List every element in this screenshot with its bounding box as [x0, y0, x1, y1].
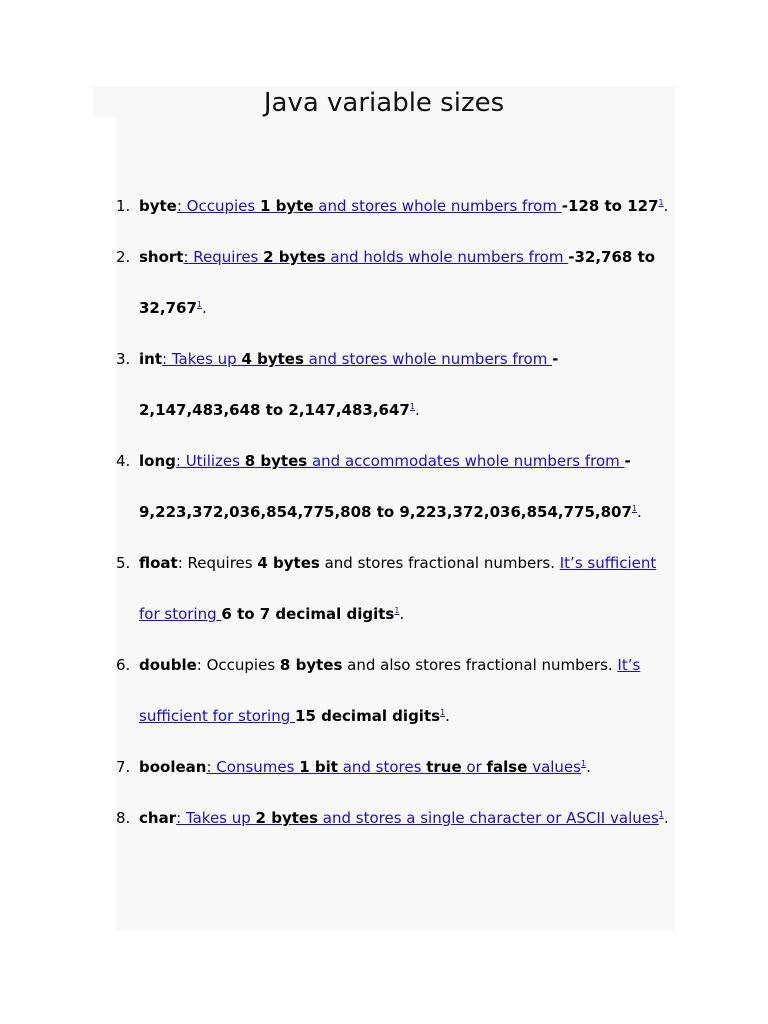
- citation-link[interactable]: 1: [409, 402, 415, 411]
- list-number: 4.: [116, 452, 131, 470]
- type-name: int: [139, 350, 162, 368]
- type-name: char: [139, 809, 177, 827]
- value-range: 9,223,372,036,854,775,808 to 9,223,372,036,854,775,807: [139, 503, 632, 521]
- description-text: and stores fractional numbers.: [319, 554, 560, 572]
- description-link[interactable]: : Utilizes 8 bytes and accommodates whole numbers from: [175, 452, 625, 470]
- page-title: Java variable sizes: [263, 88, 505, 118]
- type-name: double: [139, 656, 197, 674]
- description-text: and also stores fractional numbers.: [342, 656, 618, 674]
- type-name: float: [139, 554, 178, 572]
- list-item-short: 2. short: Requires 2 bytes and holds whole numbers from -32,768 to 32,767$^1$.: [116, 232, 676, 334]
- citation-link[interactable]: 1: [580, 759, 587, 768]
- value-range: -128 to 127: [561, 197, 659, 215]
- variable-size-list: [116, 181, 676, 844]
- citation-link[interactable]: 1: [658, 198, 664, 207]
- list-number: 2.: [116, 248, 131, 266]
- precision-link[interactable]: It’s sufficient for storing: [139, 656, 641, 725]
- list-number: 1.: [116, 197, 131, 215]
- citation-link[interactable]: 1: [440, 708, 446, 717]
- description-link[interactable]: : Occupies 1 byte and stores whole numbers from: [176, 197, 562, 215]
- list-item-byte: 1. byte: Occupies 1 byte and stores whole numbers from -128 to $127^1$.: [116, 181, 676, 232]
- description-link[interactable]: : Takes up 2 bytes and stores a single character or ASCII values: [176, 809, 659, 827]
- list-item-long: 4. long: Utilizes 8 bytes and accommodates whole numbers from - 9,223,372,036,854,775,808 to 9,223,372,036,854,775,807$^1$.: [116, 436, 676, 538]
- citation-link[interactable]: 1: [631, 504, 637, 513]
- list-number: 6.: [116, 656, 131, 674]
- type-name: long: [139, 452, 176, 470]
- list-item-int: 3. int: Takes up 4 bytes and stores whole numbers from - 2,147,483,648 to 2,147,483,647$^1$.: [116, 334, 676, 436]
- list-number: 8.: [116, 809, 131, 827]
- type-name: short: [139, 248, 184, 266]
- list-number: 3.: [116, 350, 131, 368]
- type-size: 4 bytes: [257, 554, 320, 572]
- list-item-float: 5. float: Requires 4 bytes and stores fractional numbers. It’s sufficient for storing 6 to 7 decimal digits$^1$.: [116, 538, 676, 640]
- description-link[interactable]: : Takes up 4 bytes and stores whole numbers from: [162, 350, 553, 368]
- citation-link[interactable]: 1: [196, 300, 202, 309]
- description-link[interactable]: : Requires 2 bytes and holds whole numbers from: [183, 248, 569, 266]
- value-range: -32,768 to 32,767: [139, 248, 656, 317]
- precision-digits: 15 decimal digits: [295, 707, 441, 725]
- type-name: byte: [139, 197, 177, 215]
- precision-digits: 6 to 7 decimal digits: [221, 605, 395, 623]
- value-range-sign: -: [552, 350, 559, 368]
- value-range: 2,147,483,648 to 2,147,483,647: [139, 401, 410, 419]
- description-text: : Requires: [177, 554, 258, 572]
- list-item-char: 8. char: Takes up 2 bytes and stores a single character or ASCII values$^1$.: [116, 793, 676, 844]
- value-range-sign: -: [624, 452, 631, 470]
- citation-link[interactable]: 1: [394, 606, 400, 615]
- list-number: 7.: [116, 758, 131, 776]
- list-item-boolean: 7. boolean: Consumes 1 bit and stores true or false values$^1$.: [116, 742, 676, 793]
- precision-link[interactable]: It’s sufficient for storing: [139, 554, 657, 623]
- description-text: : Occupies: [196, 656, 280, 674]
- citation-link[interactable]: 1: [658, 810, 664, 819]
- list-number: 5.: [116, 554, 131, 572]
- type-name: boolean: [139, 758, 207, 776]
- description-link[interactable]: : Consumes 1 bit and stores true or false values: [206, 758, 581, 776]
- type-size: 8 bytes: [279, 656, 343, 674]
- list-item-double: 6. double: Occupies 8 bytes and also stores fractional numbers. It’s sufficient for storing 15 decimal digits$^1$.: [116, 640, 676, 742]
